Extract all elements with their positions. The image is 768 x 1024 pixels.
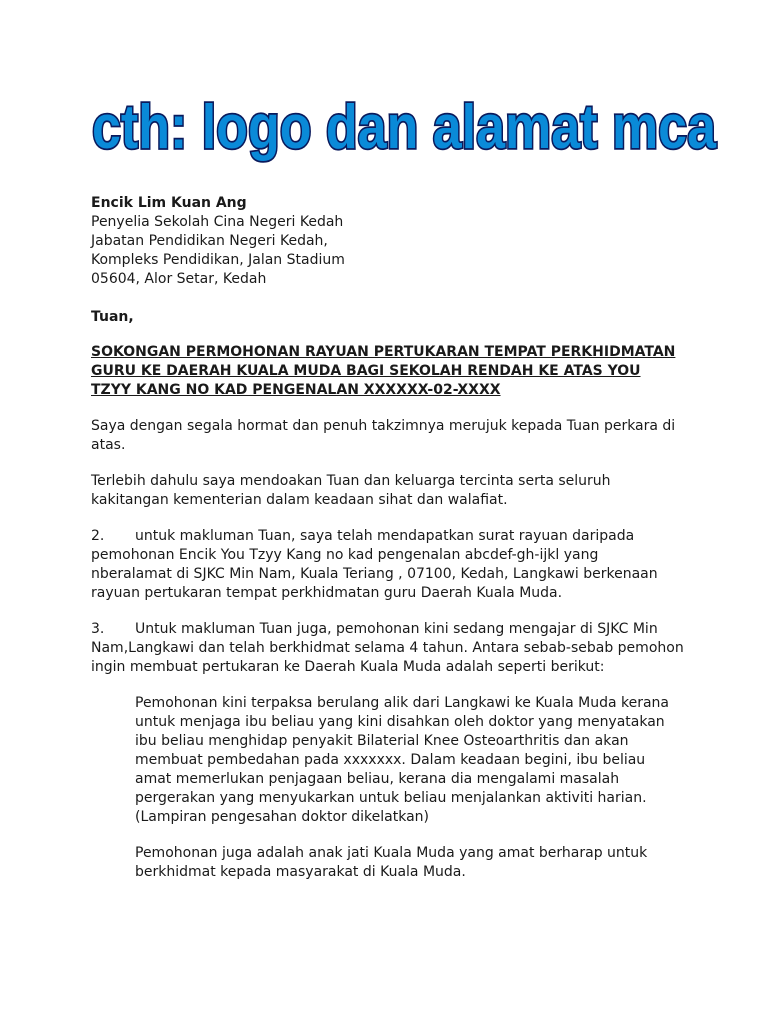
recipient-address-line: Penyelia Sekolah Cina Negeri Kedah xyxy=(91,214,344,230)
paragraph-line: ibu beliau menghidap penyakit Bilaterial Knee Osteoarthritis dan akan xyxy=(135,733,629,749)
paragraph-line: atas. xyxy=(91,437,126,453)
mca-logo-placeholder xyxy=(84,80,724,170)
letter-subject xyxy=(91,343,691,400)
paragraph-4 xyxy=(91,620,691,677)
logo-wordart-text: cth: logo dan alamat mca xyxy=(92,93,717,162)
paragraph-line: untuk menjaga ibu beliau yang kini disahkan oleh doktor yang menyatakan xyxy=(135,714,665,730)
paragraph-1 xyxy=(91,417,691,455)
paragraph-line: (Lampiran pengesahan doktor dikelatkan) xyxy=(135,809,429,825)
paragraph-line: Nam,Langkawi dan telah berkhidmat selama 4 tahun. Antara sebab-sebab pemohon xyxy=(91,640,684,656)
recipient-name: Encik Lim Kuan Ang xyxy=(91,195,247,211)
paragraph-line: berkhidmat kepada masyarakat di Kuala Muda. xyxy=(135,864,466,880)
paragraph-6 xyxy=(135,844,691,882)
recipient-address-line: 05604, Alor Setar, Kedah xyxy=(91,271,267,287)
paragraph-line: nberalamat di SJKC Min Nam, Kuala Teriang , 07100, Kedah, Langkawi berkenaan xyxy=(91,566,658,582)
paragraph-line: membuat pembedahan pada xxxxxxx. Dalam keadaan begini, ibu beliau xyxy=(135,752,646,768)
paragraph-number: 3. xyxy=(91,621,105,637)
paragraph-2 xyxy=(91,472,691,510)
paragraph-line: amat memerlukan penjagaan beliau, kerana dia mengalami masalah xyxy=(135,771,620,787)
paragraph-text: untuk makluman Tuan, saya telah mendapatkan surat rayuan daripada xyxy=(135,528,635,544)
subject-line: SOKONGAN PERMOHONAN RAYUAN PERTUKARAN TEMPAT PERKHIDMATAN xyxy=(91,344,676,360)
paragraph-line xyxy=(91,527,691,546)
paragraph-line: pemohonan Encik You Tzyy Kang no kad pengenalan abcdef-gh-ijkl yang xyxy=(91,547,599,563)
paragraph-line: Terlebih dahulu saya mendoakan Tuan dan keluarga tercinta serta seluruh xyxy=(91,473,611,489)
paragraph-number: 2. xyxy=(91,528,105,544)
subject-line: GURU KE DAERAH KUALA MUDA BAGI SEKOLAH RENDAH KE ATAS YOU xyxy=(91,363,641,379)
subject-line: TZYY KANG NO KAD PENGENALAN XXXXXX-02-XXXX xyxy=(91,382,501,398)
paragraph-text: Untuk makluman Tuan juga, pemohonan kini sedang mengajar di SJKC Min xyxy=(135,621,658,637)
paragraph-line xyxy=(91,620,691,639)
letter-body xyxy=(91,194,691,882)
paragraph-3 xyxy=(91,527,691,603)
paragraph-line: kakitangan kementerian dalam keadaan sihat dan walafiat. xyxy=(91,492,508,508)
recipient-address-line: Kompleks Pendidikan, Jalan Stadium xyxy=(91,252,345,268)
recipient-address-line: Jabatan Pendidikan Negeri Kedah, xyxy=(91,233,328,249)
salutation: Tuan, xyxy=(91,309,134,325)
paragraph-line: Pemohonan kini terpaksa berulang alik dari Langkawi ke Kuala Muda kerana xyxy=(135,695,669,711)
paragraph-line: rayuan pertukaran tempat perkhidmatan guru Daerah Kuala Muda. xyxy=(91,585,563,601)
paragraph-line: Pemohonan juga adalah anak jati Kuala Muda yang amat berharap untuk xyxy=(135,845,648,861)
paragraph-5 xyxy=(135,694,691,827)
paragraph-line: pergerakan yang menyukarkan untuk beliau menjalankan aktiviti harian. xyxy=(135,790,647,806)
paragraph-line: Saya dengan segala hormat dan penuh takzimnya merujuk kepada Tuan perkara di xyxy=(91,418,676,434)
paragraph-line: ingin membuat pertukaran ke Daerah Kuala Muda adalah seperti berikut: xyxy=(91,659,605,675)
